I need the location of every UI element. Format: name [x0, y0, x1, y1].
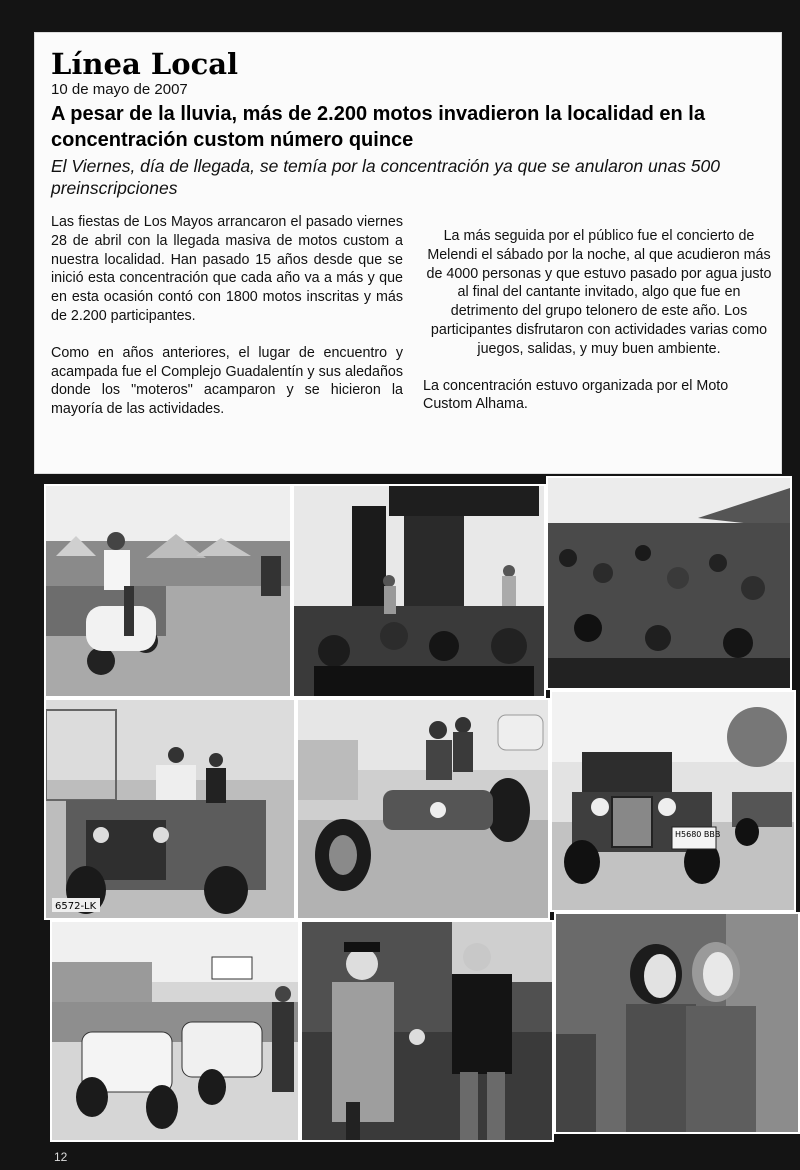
plate-jeep: 6572-LK [55, 901, 97, 912]
page-number: 12 [54, 1150, 68, 1164]
body-column-left [51, 213, 403, 437]
body-column-right [423, 227, 775, 432]
photo-concert-stage [292, 484, 546, 698]
paragraph: La más seguida por el público fue el concierto de Melendi el sábado por la noche, al que acudieron más de 4000 personas y que estuvo pasado por agua justo al final del cantante invitado, algo que fue en detrimento del grupo telonero de este año. Los participantes disfrutaron con actividades varias como juegos, salidas, y muy buen ambiente. [426, 228, 772, 357]
photo-two-women [554, 912, 800, 1134]
article-body [51, 213, 772, 453]
subheadline: El Viernes, día de llegada, se temía por la concentración ya que se anularon unas 500 preinscripciones [51, 156, 721, 198]
photo-handshake [300, 920, 554, 1142]
article-date: 10 de mayo de 2007 [51, 81, 188, 98]
section-title: Línea Local [51, 47, 239, 81]
article-box [34, 32, 782, 474]
photo-crowd [546, 476, 792, 690]
paragraph: Las fiestas de Los Mayos arrancaron el pasado viernes 28 de abril con la llegada masiva de motos custom a nuestra localidad. Han pasado 15 años desde que se inició esta concentración que cada año va a más y que en esta ocasión contó con 1800 motos inscritas y más de 2.200 participantes. [51, 214, 403, 324]
plate-vintage-car: H5680 BBB [675, 830, 721, 839]
photo-scooter [44, 484, 292, 698]
photo-trike [296, 698, 550, 920]
headline: A pesar de la lluvia, más de 2.200 motos invadieron la localidad en la concentración custom número quince [51, 103, 705, 151]
photo-vintage-car [550, 690, 796, 912]
photo-jeep [44, 698, 296, 920]
photo-police-motorcycles [50, 920, 300, 1142]
paragraph: Como en años anteriores, el lugar de encuentro y acampada fue el Complejo Guadalentín y sus aledaños donde los "moteros" acamparon y se hicieron la mayoría de las actividades. [51, 344, 403, 418]
paragraph: La concentración estuvo organizada por el Moto Custom Alhama. [423, 377, 729, 413]
